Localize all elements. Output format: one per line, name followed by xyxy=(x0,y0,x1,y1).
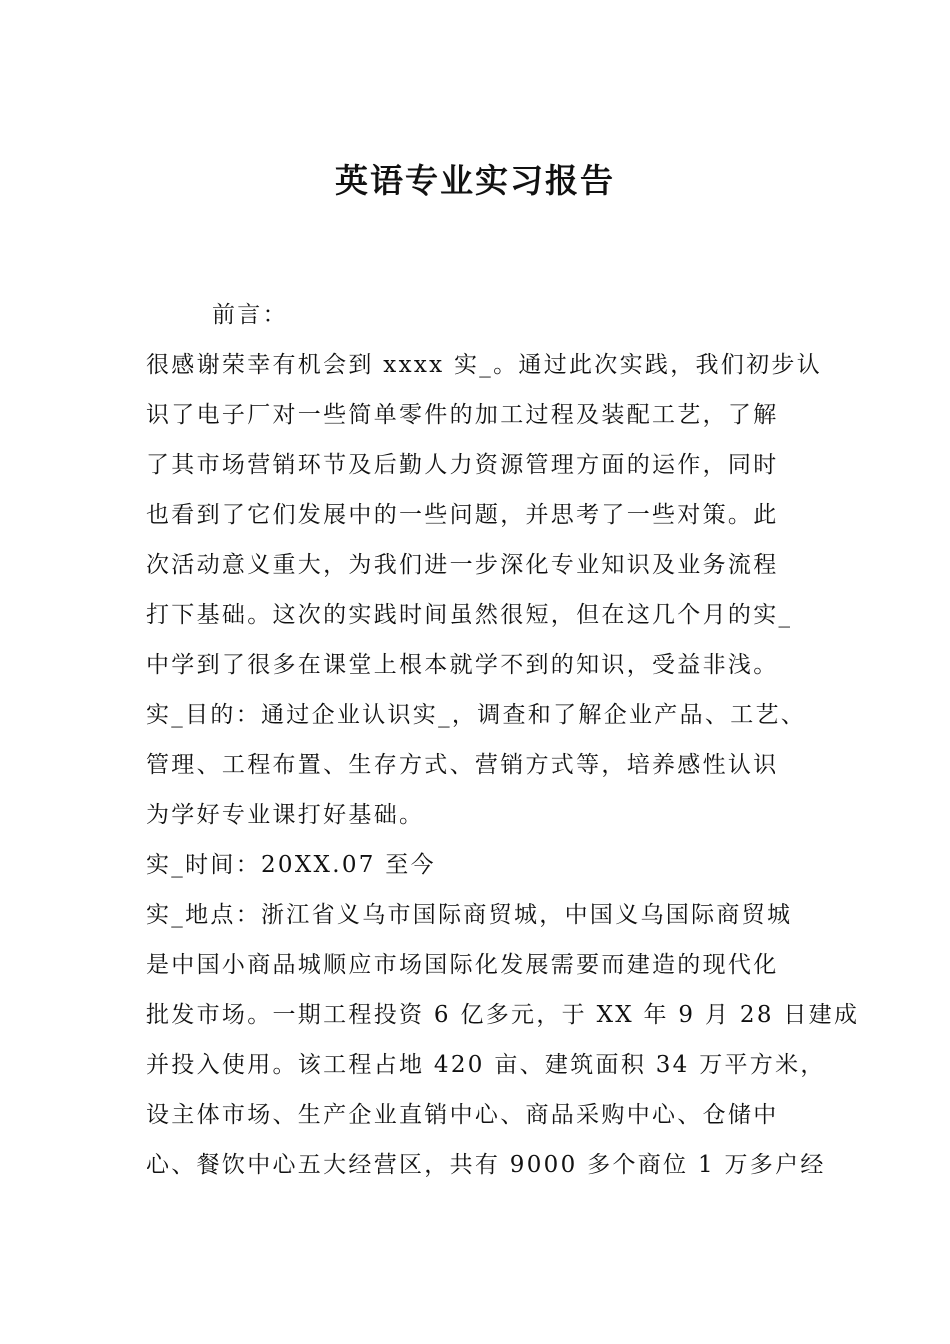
paragraph-line: 识了电子厂对一些简单零件的加工过程及装配工艺，了解 xyxy=(146,402,779,428)
paragraph-line: 心、餐饮中心五大经营区，共有 9000 多个商位 1 万多户经 xyxy=(146,1152,826,1178)
paragraph-line: 设主体市场、生产企业直销中心、商品采购中心、仓储中 xyxy=(146,1102,779,1128)
document-body xyxy=(146,290,860,1190)
paragraph-line: 为学好专业课打好基础。 xyxy=(146,802,425,828)
paragraph-line: 次活动意义重大，为我们进一步深化专业知识及业务流程 xyxy=(146,552,779,578)
paragraph-line: 实_目的：通过企业认识实_，调查和了解企业产品、工艺、 xyxy=(146,702,807,728)
preface-heading: 前言： xyxy=(212,302,288,328)
paragraph-line: 批发市场。一期工程投资 6 亿多元，于 XX 年 9 月 28 日建成 xyxy=(146,1002,860,1028)
paragraph-line: 很感谢荣幸有机会到 xxxx 实_。通过此次实践，我们初步认 xyxy=(146,352,823,378)
paragraph-line: 实_地点：浙江省义乌市国际商贸城，中国义乌国际商贸城 xyxy=(146,902,793,928)
paragraph-line: 管理、工程布置、生存方式、营销方式等，培养感性认识 xyxy=(146,752,779,778)
paragraph-line: 也看到了它们发展中的一些问题，并思考了一些对策。此 xyxy=(146,502,779,528)
paragraph-line: 中学到了很多在课堂上根本就学不到的知识，受益非浅。 xyxy=(146,652,779,678)
paragraph-line: 了其市场营销环节及后勤人力资源管理方面的运作，同时 xyxy=(146,452,779,478)
paragraph-line: 打下基础。这次的实践时间虽然很短，但在这几个月的实_ xyxy=(146,602,793,628)
paragraph-line: 是中国小商品城顺应市场国际化发展需要而建造的现代化 xyxy=(146,952,779,978)
paragraph-line: 并投入使用。该工程占地 420 亩、建筑面积 34 万平方米， xyxy=(146,1052,826,1078)
paragraph-line: 实_时间：20XX.07 至今 xyxy=(146,852,436,878)
document-title: 英语专业实习报告 xyxy=(335,161,615,200)
